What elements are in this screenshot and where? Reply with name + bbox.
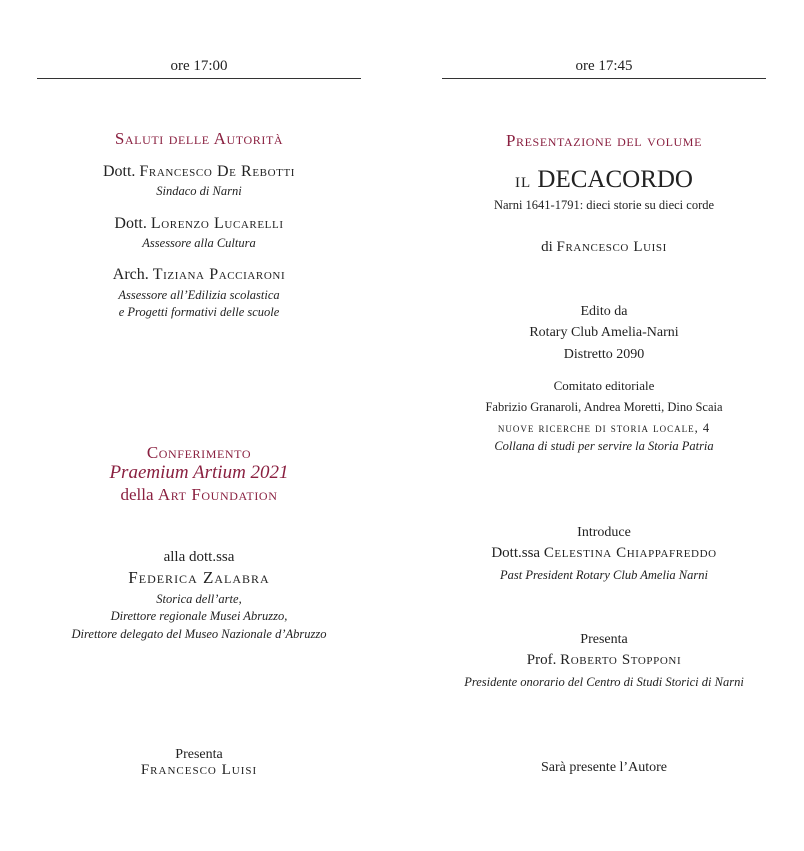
right-presenta-name: Roberto Stopponi [560, 652, 682, 668]
recipient-intro: alla dott.ssa [163, 549, 235, 565]
person-1-name: Francesco De Rebotti [139, 163, 296, 180]
art-foundation-prefix: della [120, 485, 154, 504]
right-presenta-person-line [442, 650, 766, 670]
right-presenta-title: Prof. [526, 652, 557, 668]
right-time: ore 17:45 [575, 58, 633, 74]
introduce-title: Dott.ssa [491, 545, 541, 561]
edito-line-2: Rotary Club Amelia-Narni [529, 325, 679, 340]
right-presenta-role: Presidente onorario del Centro di Studi Storici di Narni [464, 675, 744, 689]
person-2-title: Dott. [114, 215, 147, 232]
recipient-role-2: Direttore regionale Musei Abruzzo, [110, 609, 288, 623]
art-foundation-line [37, 485, 361, 505]
book-title-article: il [515, 167, 532, 192]
person-2-role: Assessore alla Cultura [142, 236, 256, 250]
recipient-name: Federica Zalabra [128, 568, 270, 587]
presentazione-heading: Presentazione del volume [505, 131, 703, 150]
person-3-role-2: e Progetti formativi delle scuole [118, 305, 280, 319]
collana-text: Collana di studi per servire la Storia Patria [494, 439, 714, 453]
edito-line-1: Edito da [580, 304, 628, 319]
person-1-line [37, 162, 361, 181]
closing-note: Sarà presente l’Autore [541, 760, 667, 775]
book-title [442, 166, 766, 194]
person-2-name: Lorenzo Lucarelli [150, 215, 284, 232]
left-presenta-name: Francesco Luisi [140, 762, 258, 778]
person-3-line [37, 265, 361, 284]
person-3-role-1: Assessore all’Edilizia scolastica [118, 288, 280, 302]
series-name: nuove ricerche di storia locale, 4 [497, 421, 711, 435]
book-author-line [442, 237, 766, 257]
art-foundation-name: Art Foundation [157, 485, 278, 504]
comitato-label: Comitato editoriale [553, 378, 655, 393]
recipient-role-3: Direttore delegato del Museo Nazionale d’Abruzzo [71, 627, 327, 641]
conferimento-heading: Conferimento [146, 443, 252, 462]
person-2-line [37, 214, 361, 233]
recipient-role-1: Storica dell’arte, [156, 592, 242, 606]
right-rule [442, 78, 766, 79]
left-rule [37, 78, 361, 79]
book-author-name: Francesco Luisi [556, 239, 667, 255]
book-author-prefix: di [541, 239, 553, 255]
book-title-main: DECACORDO [537, 166, 693, 193]
edito-line-3: Distretto 2090 [563, 347, 645, 362]
introduce-name: Celestina Chiappafreddo [543, 545, 717, 561]
left-presenta-label: Presenta [175, 747, 223, 762]
comitato-members: Fabrizio Granaroli, Andrea Moretti, Dino Scaia [485, 400, 723, 414]
person-1-role: Sindaco di Narni [156, 184, 242, 198]
introduce-label: Introduce [577, 525, 631, 540]
person-3-title: Arch. [112, 266, 149, 283]
right-presenta-label: Presenta [580, 632, 628, 647]
introduce-role: Past President Rotary Club Amelia Narni [500, 568, 708, 582]
book-subtitle: Narni 1641-1791: dieci storie su dieci corde [493, 198, 715, 212]
praemium-title: Praemium Artium 2021 [109, 462, 289, 483]
person-1-title: Dott. [102, 163, 136, 180]
person-3-name: Tiziana Pacciaroni [152, 266, 286, 283]
left-time: ore 17:00 [170, 58, 228, 74]
introduce-person-line [442, 543, 766, 563]
saluti-heading: Saluti delle Autorità [114, 129, 284, 148]
